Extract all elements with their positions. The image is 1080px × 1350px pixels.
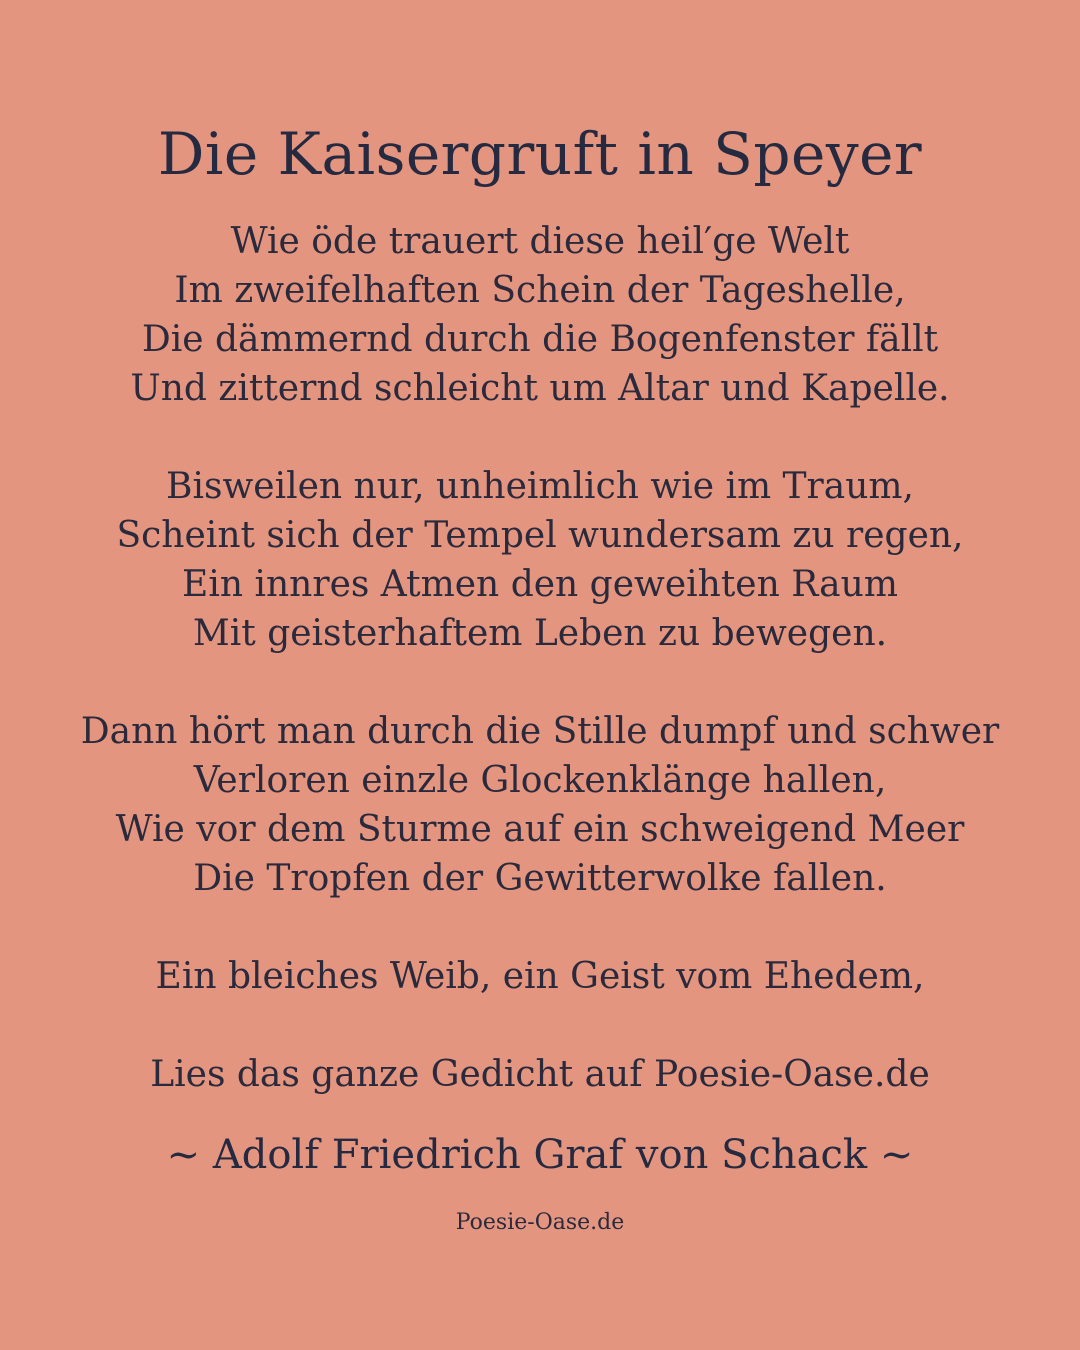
poem-line: Wie vor dem Sturme auf ein schweigend Meer	[115, 809, 965, 850]
stanza-1	[0, 217, 1080, 413]
stanza-3	[0, 707, 1080, 903]
site-watermark: Poesie-Oase.de	[455, 1210, 625, 1235]
stanza-2	[0, 462, 1080, 658]
poem-line: Ein bleiches Weib, ein Geist vom Ehedem,	[155, 956, 925, 997]
poem-line: Mit geisterhaftem Leben zu bewegen.	[192, 613, 888, 654]
poem-title: Die Kaisergruft in Speyer	[157, 120, 923, 188]
poem-line: Wie öde trauert diese heil′ge Welt	[230, 221, 850, 262]
poem-line: Die Tropfen der Gewitterwolke fallen.	[193, 858, 887, 899]
poem-line: Und zitternd schleicht um Altar und Kapelle.	[130, 368, 950, 409]
poem-line: Scheint sich der Tempel wundersam zu regen,	[116, 515, 964, 556]
read-more-text: Lies das ganze Gedicht auf Poesie-Oase.de	[150, 1054, 930, 1095]
stanza-4	[0, 952, 1080, 1001]
poem-line: Bisweilen nur, unheimlich wie im Traum,	[166, 466, 914, 507]
poem-line: Im zweifelhaften Schein der Tageshelle,	[174, 270, 906, 311]
poem-line: Ein innres Atmen den geweihten Raum	[182, 564, 898, 605]
poem-line: Verloren einzle Glockenklänge hallen,	[193, 760, 887, 801]
poem-line: Die dämmernd durch die Bogenfenster fällt	[141, 319, 939, 360]
poem-author: ~ Adolf Friedrich Graf von Schack ~	[166, 1132, 914, 1178]
poem-line: Dann hört man durch die Stille dumpf und schwer	[80, 711, 1000, 752]
